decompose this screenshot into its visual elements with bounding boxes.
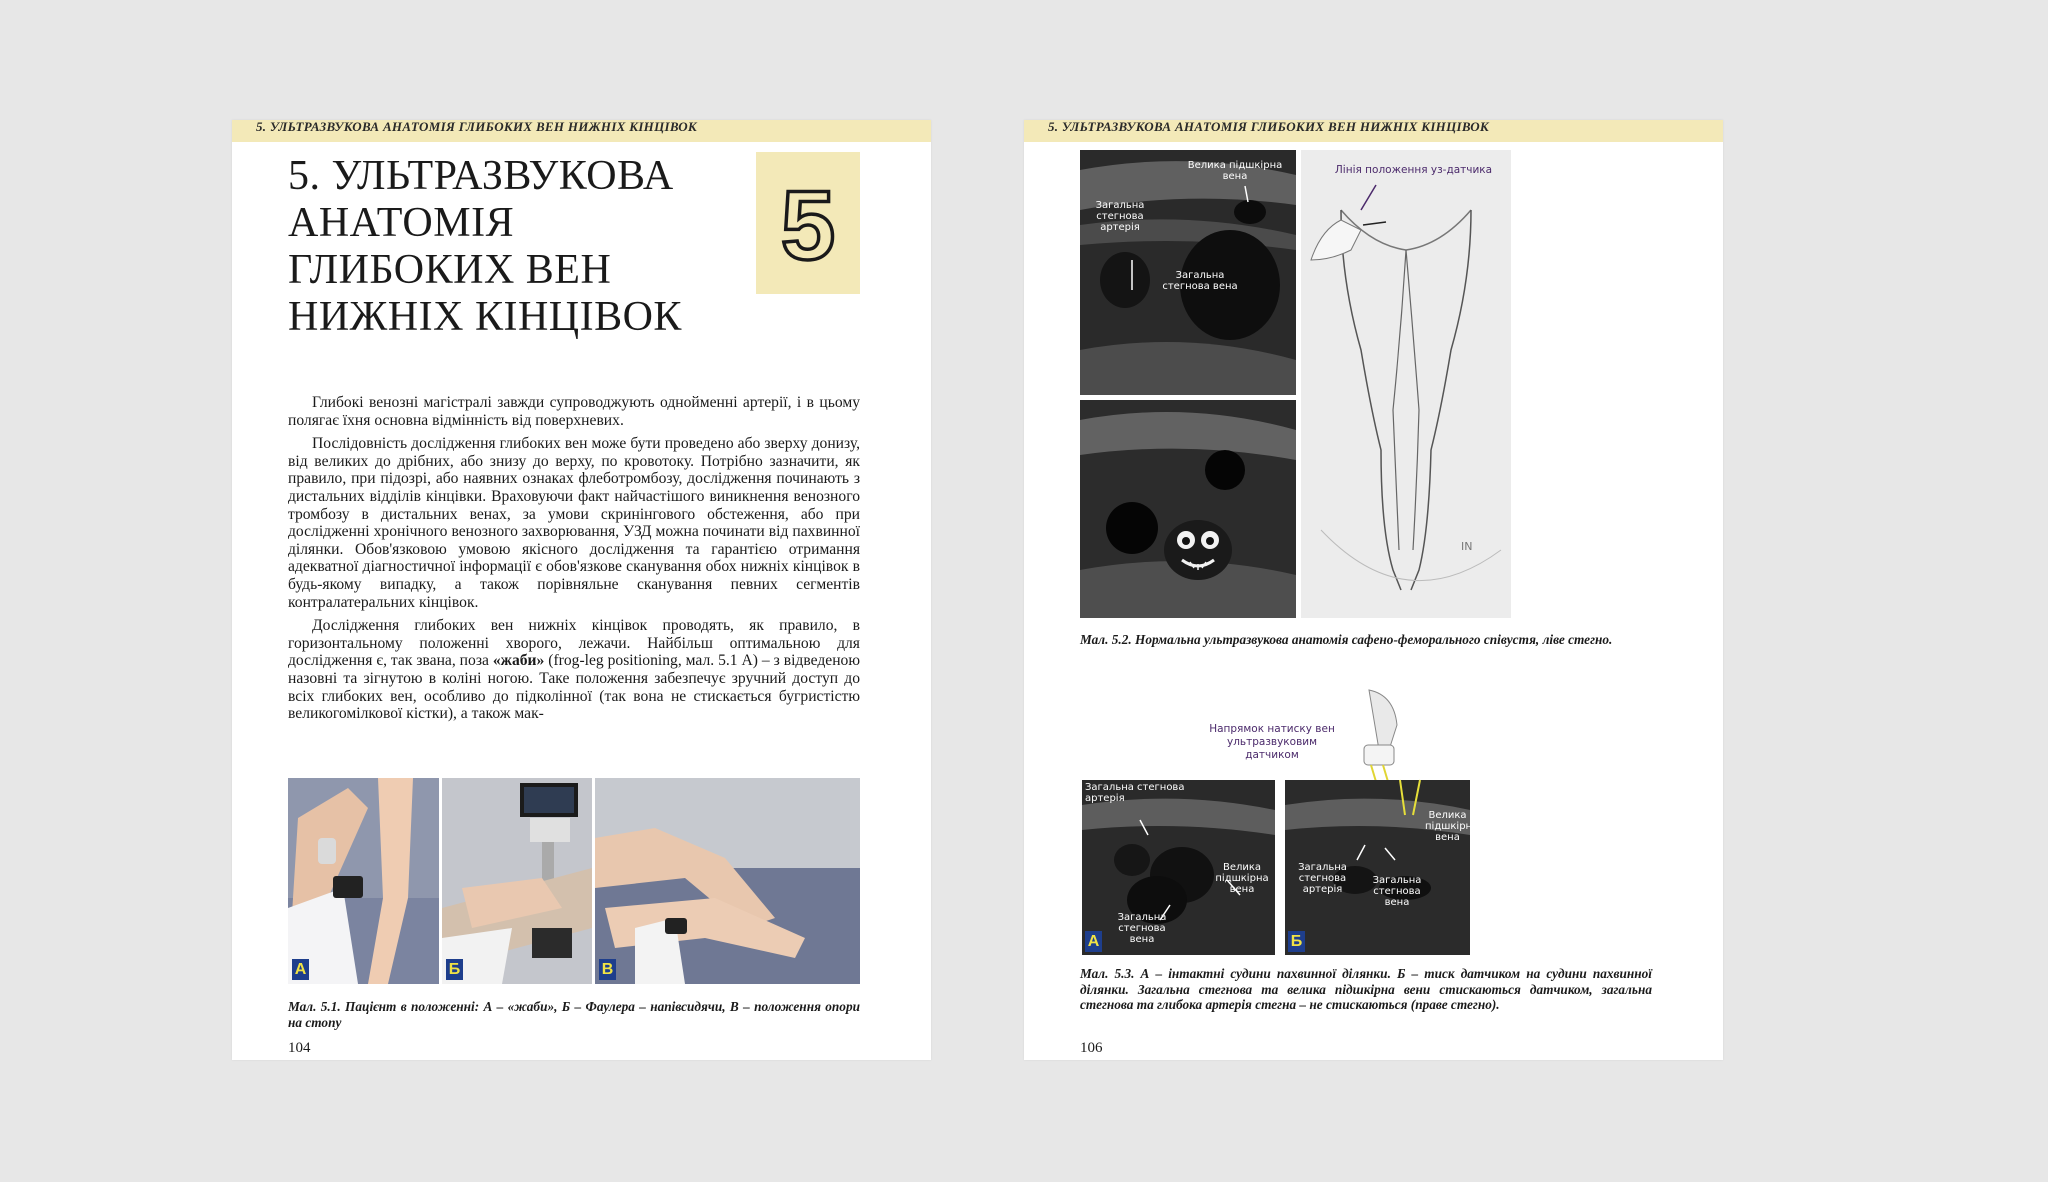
paragraph: Глибокі венозні магістралі завжди супроводжують однойменні артерії, і в цьому полягає їхня основна відмінність від поверхневих. <box>288 394 860 429</box>
figure-5-1-caption: Мал. 5.1. Пацієнт в положенні: А – «жаби», Б – Фаулера – напівсидячи, В – положення опори на стопу <box>288 999 860 1030</box>
chapter-title <box>288 153 728 341</box>
label-probe-line: Лінія положення уз-датчика <box>1334 164 1493 176</box>
ultrasound-image-top <box>1080 150 1296 395</box>
chapter-number-badge <box>756 152 860 294</box>
right-page <box>1024 120 1723 1060</box>
ultrasound-image-bottom <box>1080 400 1296 618</box>
paragraph: Послідовність дослідження глибоких вен може бути проведено або зверху донизу, від великих до дрібних, або знизу до верху, по кровотоку. Потрібно зазначити, як правило, при підозрі, або наявних ознаках флеботромбозу, дослідження починають з дистальних відділів кінцівки. Враховуючи факт найчастішого виникнення венозного тромбозу в дистальних венах, за умови скринінгового обстеження, або при дослідженні хронічного венозного захворювання, УЗД можна починати від пахвинної ділянки. Обов'язковою умовою якісного дослідження та гарантією отримання адекватної діагностичної інформації є обов'язкове сканування обох нижніх кінцівок в будь-якому випадку, а також порівняльне сканування певних сегментів контралатеральних кінцівок. <box>288 435 860 611</box>
ultrasound-panel-b <box>1285 780 1479 955</box>
photo-label: В <box>599 959 616 980</box>
chapter-title-line: 5. УЛЬТРАЗВУКОВА <box>288 153 674 199</box>
figure-5-2-caption: Мал. 5.2. Нормальна ультразвукова анатомія сафено-феморального співустя, ліве стегно. <box>1080 632 1613 647</box>
label-pressure-direction: Напрямок натиску вен ультразвуковим датчиком <box>1209 723 1335 761</box>
page-number: 104 <box>288 1040 311 1056</box>
label-cfa: Загальна стегнова артерія <box>1095 200 1145 233</box>
photo-frog-leg <box>288 778 439 984</box>
page-number: 106 <box>1080 1040 1103 1056</box>
photo-foot-support <box>595 778 860 984</box>
chapter-number-icon <box>770 170 846 280</box>
label-gsv: Велика підшкірна вена <box>1425 810 1479 843</box>
panel-label: А <box>1085 931 1102 952</box>
figure-5-1-photos <box>288 778 860 984</box>
chapter-title-line: НИЖНІХ КІНЦІВОК <box>288 294 682 340</box>
running-head: 5. УЛЬТРАЗВУКОВА АНАТОМІЯ ГЛИБОКИХ ВЕН НИЖНІХ КІНЦІВОК <box>1024 120 1723 142</box>
chapter-title-line: ГЛИБОКИХ ВЕН <box>288 247 612 293</box>
paragraph: Дослідження глибоких вен нижніх кінцівок проводять, як правило, в горизонтальному положенні хворого, лежачи. Найбільш оптимальною для дослідження є, так звана, поза «жаби» (frog-leg positioning, мал. 5.1 А) – з відведеною назовні та зігнутою в коліні ногою. Таке положення забезпечує зручний доступ до всіх глибоких вен, особливо до підколінної (так вона не стискається бугристістю великогомілкової кістки), а також мак- <box>288 617 860 723</box>
photo-fowler <box>442 778 592 984</box>
running-head: 5. УЛЬТРАЗВУКОВА АНАТОМІЯ ГЛИБОКИХ ВЕН НИЖНІХ КІНЦІВОК <box>232 120 931 142</box>
label-cfv: Загальна стегнова вена <box>1117 912 1167 945</box>
label-cfa: Загальна стегнова артерія <box>1085 782 1185 804</box>
label-gsv: Велика підшкірна вена <box>1215 862 1269 895</box>
label-cfv: Загальна стегнова вена <box>1162 270 1238 292</box>
panel-label: Б <box>1288 931 1305 952</box>
chapter-title-line: АНАТОМІЯ <box>288 200 515 246</box>
body-text <box>288 394 860 729</box>
svg-text:5: 5 <box>780 170 836 280</box>
label-gsv: Велика підшкірна вена <box>1187 160 1283 182</box>
label-cfa: Загальна стегнова артерія <box>1298 862 1347 895</box>
leg-drawing <box>1301 150 1511 618</box>
probe-icon <box>1349 690 1399 785</box>
photo-label: Б <box>446 959 463 980</box>
figure-5-3-caption: Мал. 5.3. А – інтактні судини пахвинної ділянки. Б – тиск датчиком на судини пахвинної ділянки. Загальна стегнова та велика підшкірна вени стискаються датчиком, загальна стегнова та глибока артерія стегна – не стискаються (праве стегно). <box>1080 966 1652 1012</box>
photo-label: А <box>292 959 309 980</box>
left-page <box>232 120 931 1060</box>
ultrasound-panel-a <box>1082 780 1275 955</box>
label-cfv: Загальна стегнова вена <box>1372 875 1422 908</box>
drawing-signature: IN <box>1461 540 1473 553</box>
